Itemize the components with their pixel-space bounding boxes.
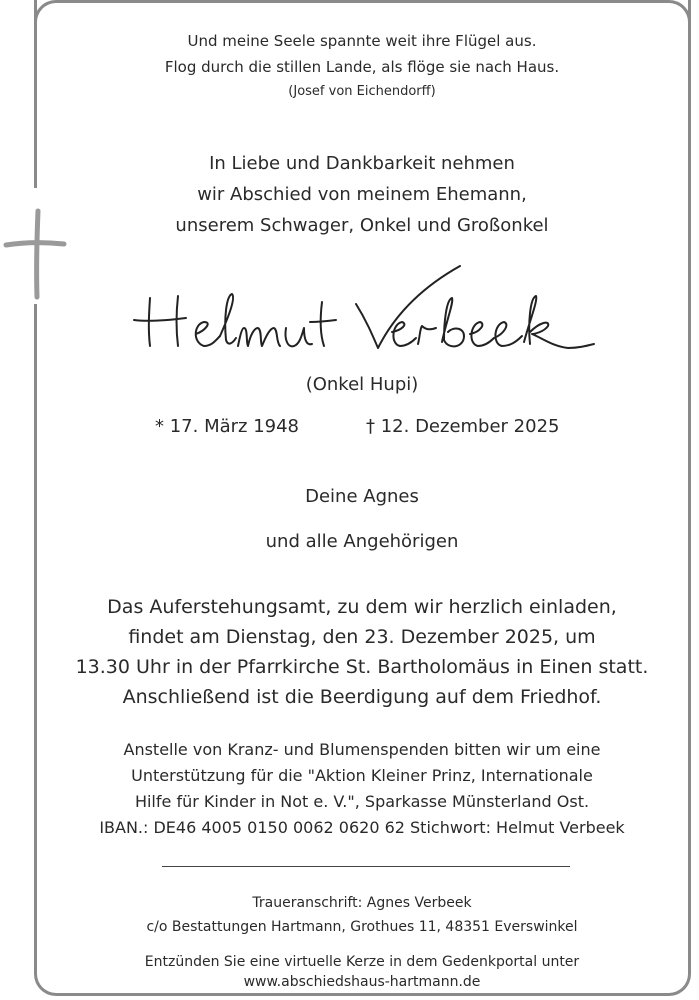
nickname: (Onkel Hupi)	[305, 374, 419, 395]
portal-link[interactable]: www.abschiedshaus-hartmann.de	[243, 974, 481, 990]
birth-date: * 17. März 1948	[155, 416, 300, 437]
divider	[162, 866, 570, 867]
intro-line-2: wir Abschied von meinem Ehemann,	[197, 184, 527, 205]
intro-line-1: In Liebe und Dankbarkeit nehmen	[209, 153, 515, 174]
death-date: † 12. Dezember 2025	[366, 416, 560, 437]
service-line-4: Anschließend ist die Beerdigung auf dem Friedhof.	[122, 686, 602, 708]
portal-line-1: Entzünden Sie eine virtuelle Kerze in dem Gedenkportal unter	[144, 954, 580, 970]
address-line-2: c/o Bestattungen Hartmann, Grothues 11, 48351 Everswinkel	[146, 919, 578, 935]
donation-line-4: IBAN.: DE46 4005 0150 0062 0620 62 Stichwort: Helmut Verbeek	[99, 818, 625, 837]
poem-line-2: Flog durch die stillen Lande, als flöge sie nach Haus.	[164, 58, 560, 76]
poem-author: (Josef von Eichendorff)	[288, 84, 436, 99]
donation-line-3: Hilfe für Kinder in Not e. V.", Sparkasse Münsterland Ost.	[134, 792, 590, 811]
poem-line-1: Und meine Seele spannte weit ihre Flügel aus.	[187, 32, 537, 50]
service-line-3: 13.30 Uhr in der Pfarrkirche St. Bartholomäus in Einen statt.	[75, 656, 649, 678]
signature-name	[120, 258, 610, 368]
intro-line-3: unserem Schwager, Onkel und Großonkel	[175, 215, 549, 236]
service-line-1: Das Auferstehungsamt, zu dem wir herzlich einladen,	[107, 596, 617, 618]
mourner-line-2: und alle Angehörigen	[265, 531, 459, 552]
mourner-line-1: Deine Agnes	[305, 486, 419, 507]
donation-line-1: Anstelle von Kranz- und Blumenspenden bitten wir um eine	[123, 740, 601, 759]
service-line-2: findet am Dienstag, den 23. Dezember 2025, um	[128, 626, 596, 648]
donation-line-2: Unterstützung für die "Aktion Kleiner Prinz, Internationale	[131, 766, 593, 785]
address-line-1: Traueranschrift: Agnes Verbeek	[252, 895, 472, 911]
